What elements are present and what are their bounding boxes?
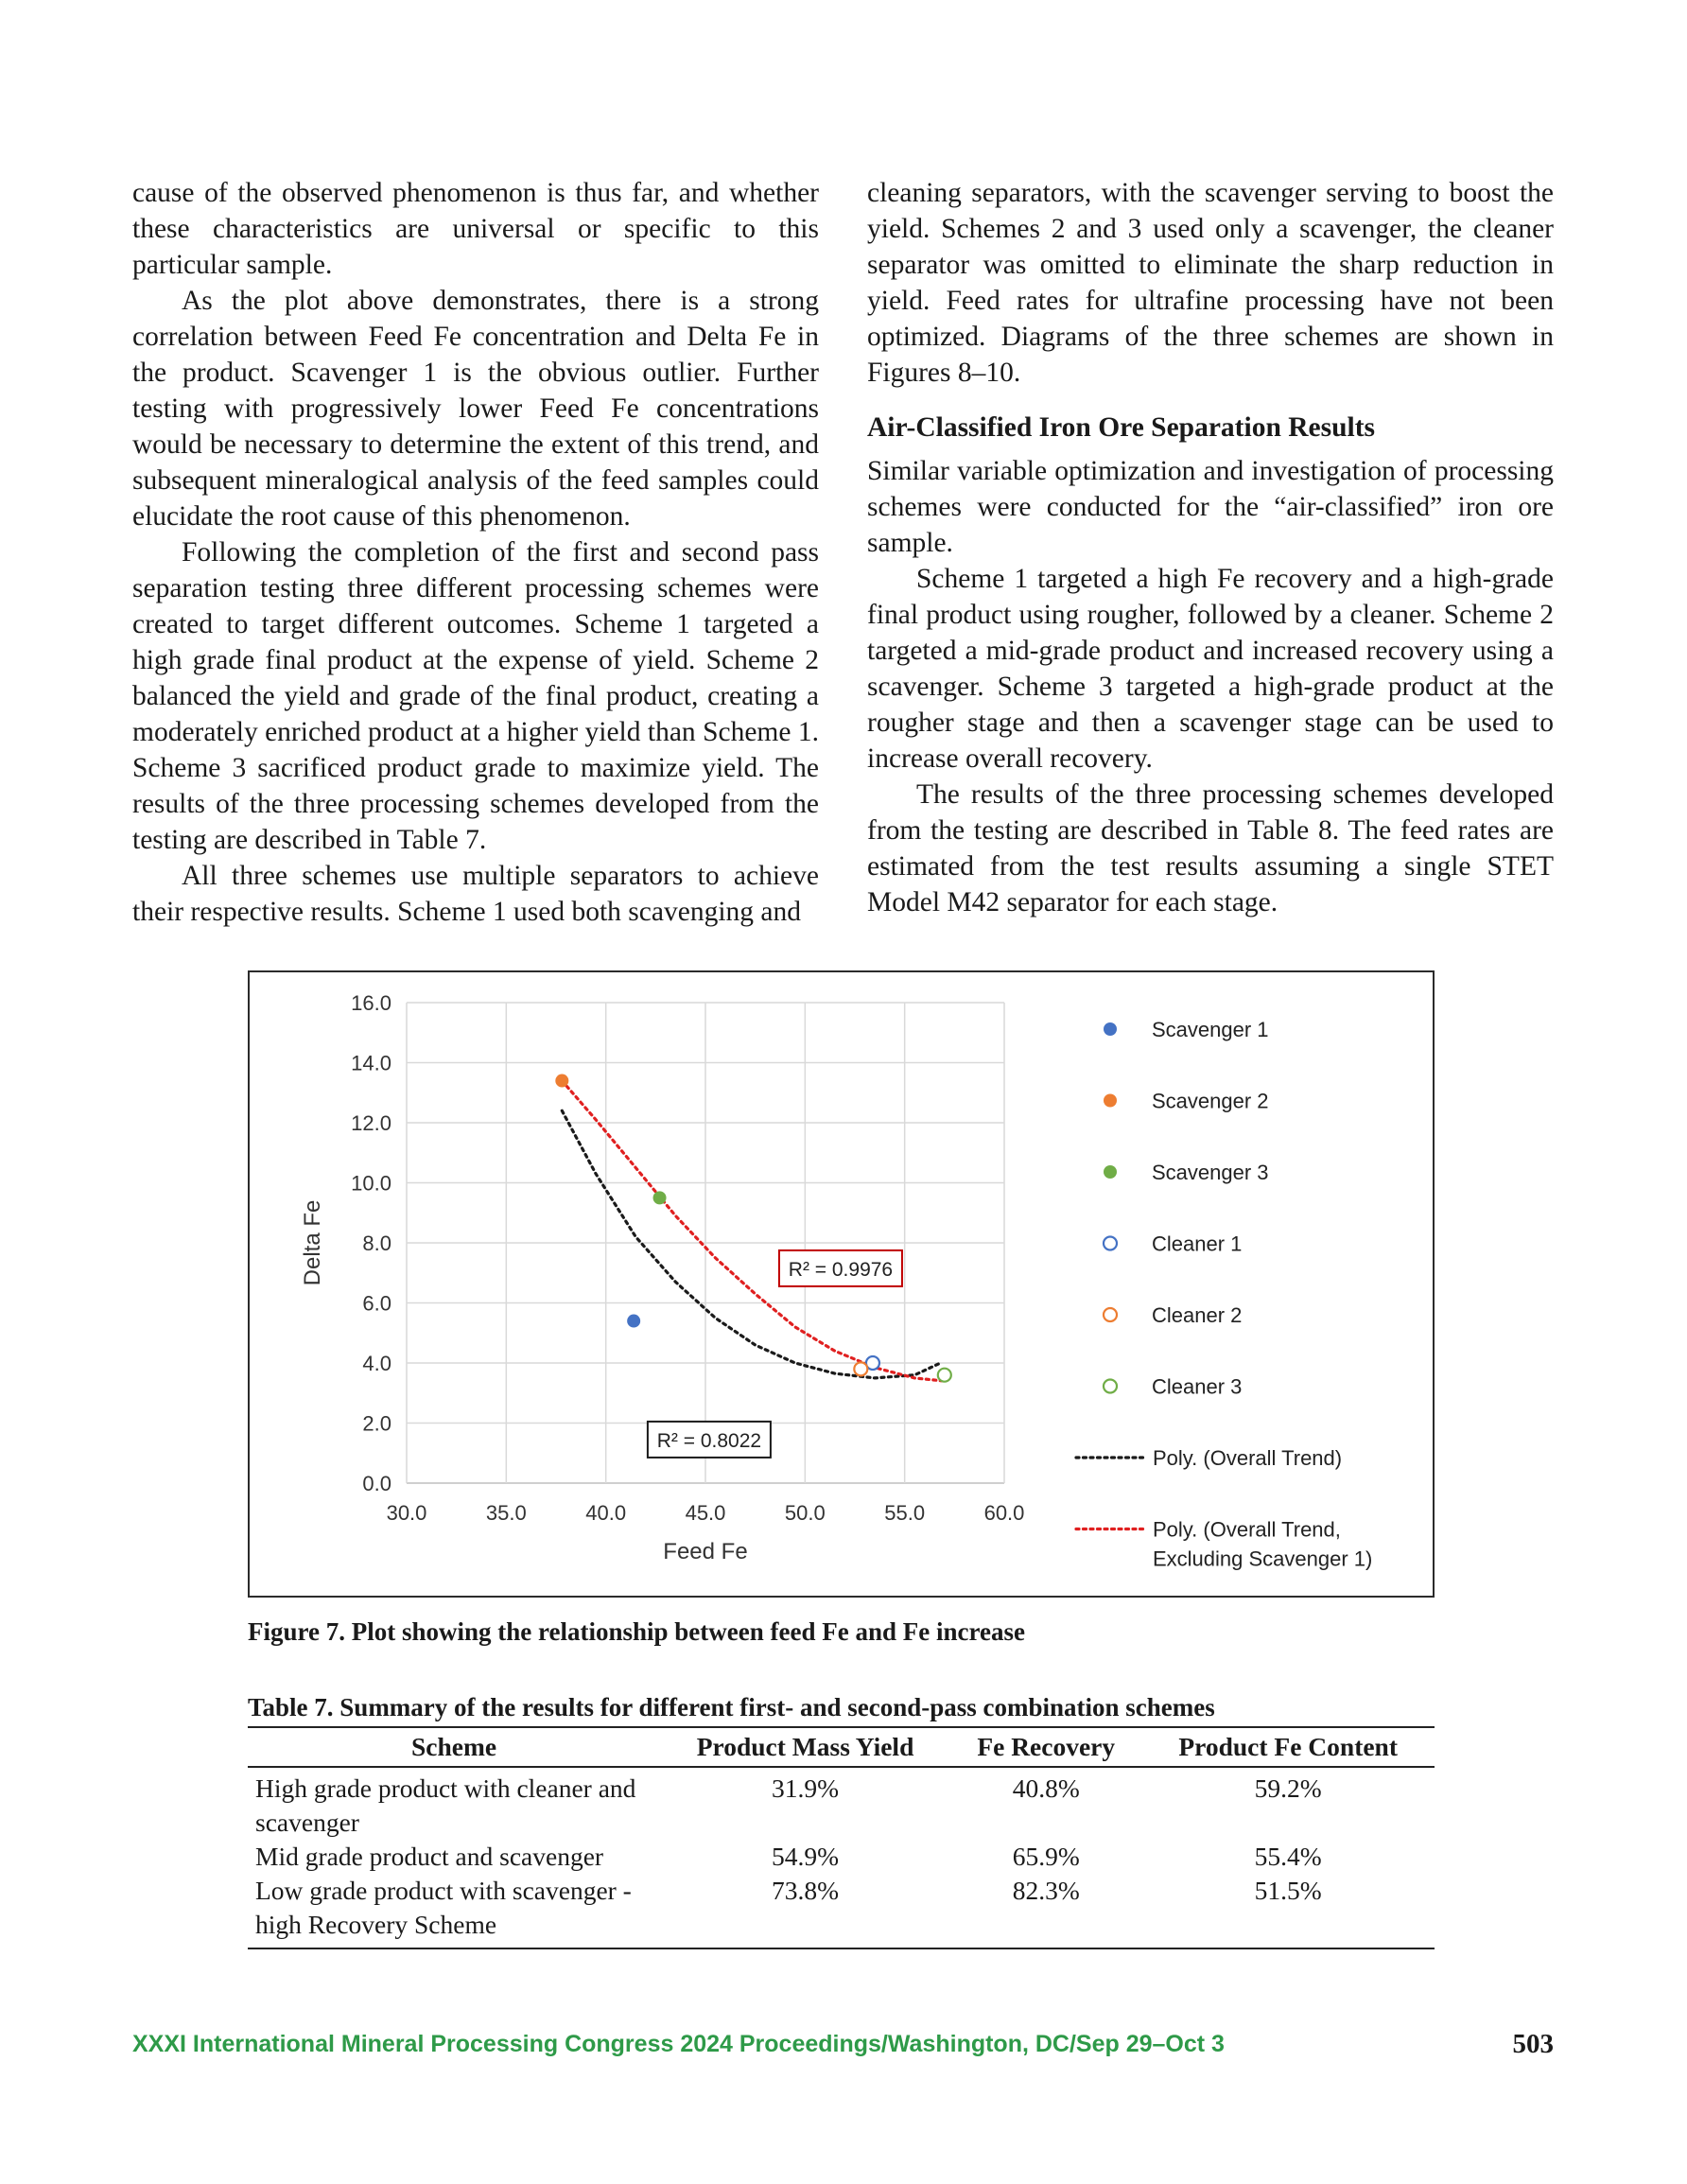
data-point-cleaner-2 — [854, 1362, 867, 1375]
column-header: Scheme — [248, 1727, 660, 1767]
data-point-scavenger-2 — [555, 1075, 568, 1088]
scatter-plot — [250, 972, 1433, 1596]
table-cell: 55.4% — [1254, 1842, 1322, 1871]
paragraph: cause of the observed phenomenon is thus far, and whether these characteristics are universal or specific to this particular sample. — [132, 178, 819, 280]
table-cell: 54.9% — [772, 1842, 840, 1871]
y-tick-label: 10.0 — [351, 1171, 391, 1196]
paragraph: All three schemes use multiple separators to achieve their respective results. Scheme 1 used both scavenging and — [132, 861, 819, 927]
x-tick-label: 30.0 — [386, 1501, 427, 1525]
legend-label: Cleaner 1 — [1152, 1232, 1243, 1256]
legend-marker — [1104, 1308, 1117, 1321]
x-tick-label: 40.0 — [585, 1501, 627, 1525]
x-tick-label: 55.0 — [884, 1501, 926, 1525]
data-point-scavenger-3 — [653, 1191, 667, 1204]
column-header: Product Fe Content — [1141, 1727, 1435, 1767]
paragraph: Following the completion of the first and second pass separation testing three different processing schemes were created to target different outcomes. Scheme 1 targeted a high grade final product at the expense of yield. Scheme 2 balanced the yield and grade of the final product, creating a moderately enriched product at a higher yield than Scheme 1. Scheme 3 sacrificed product grade to maximize yield. The results of the three processing schemes developed from the testing are described in Table 7. — [132, 537, 819, 855]
table-cell: 65.9% — [1012, 1842, 1080, 1871]
x-tick-label: 60.0 — [983, 1501, 1025, 1525]
legend-label: Scavenger 3 — [1152, 1161, 1269, 1184]
figure-caption: Figure 7. Plot showing the relationship between feed Fe and Fe increase — [248, 1617, 1025, 1646]
table-header-row — [248, 1727, 1435, 1767]
legend-marker — [1104, 1380, 1117, 1393]
legend-label: Scavenger 2 — [1152, 1089, 1269, 1113]
y-tick-label: 14.0 — [351, 1051, 391, 1075]
table-cell: 59.2% — [1254, 1773, 1322, 1803]
paragraph: The results of the three processing schemes developed from the testing are described in Table 8. The feed rates are estimated from the test results assuming a single STET Model M42 separator for each stage. — [867, 779, 1554, 917]
table-cell: 51.5% — [1141, 1874, 1435, 1948]
table-row — [248, 1840, 1435, 1874]
legend-label: Poly. (Overall Trend, Excluding Scavenger 1) — [1153, 1517, 1373, 1571]
r-squared-label-black: R² = 0.8022 — [656, 1429, 762, 1452]
column-header: Fe Recovery — [950, 1727, 1141, 1767]
page-number: 503 — [1512, 2029, 1554, 2059]
legend-marker — [1104, 1165, 1117, 1179]
table-caption: Table 7. Summary of the results for different first- and second-pass combination schemes — [248, 1693, 1215, 1721]
table-cell: 73.8% — [660, 1874, 950, 1948]
legend-marker — [1104, 1022, 1117, 1036]
legend-marker — [1104, 1237, 1117, 1250]
y-axis-label: Delta Fe — [300, 1199, 325, 1286]
y-tick-label: 12.0 — [351, 1111, 391, 1135]
r-squared-label-red: R² = 0.9976 — [788, 1258, 894, 1281]
y-tick-label: 0.0 — [362, 1472, 391, 1495]
y-tick-label: 2.0 — [362, 1411, 391, 1436]
left-text-column — [132, 175, 819, 930]
table-cell: Mid grade product and scavenger — [255, 1842, 604, 1871]
paragraph: As the plot above demonstrates, there is a strong correlation between Feed Fe concentration and Delta Fe in the product. Scavenger 1 is the obvious outlier. Further testing with progressively lower Feed Fe concentrations would be necessary to determine the extent of this trend, and subsequent mineralogical analysis of the feed samples could elucidate the root cause of this phenomenon. — [132, 286, 819, 532]
y-tick-label: 6.0 — [362, 1291, 391, 1316]
column-header: Product Mass Yield — [660, 1727, 950, 1767]
data-point-scavenger-1 — [627, 1315, 640, 1328]
legend-marker — [1104, 1094, 1117, 1108]
footer-conference: XXXI International Mineral Processing Congress 2024 Proceedings/Washington, DC/Sep 29–Oct 3 — [132, 2031, 1225, 2057]
legend-label: Poly. (Overall Trend) — [1153, 1446, 1343, 1470]
paragraph: Scheme 1 targeted a high Fe recovery and a high-grade final product using rougher, followed by a cleaner. Scheme 2 targeted a mid-grade product and increased recovery using a scavenger. Scheme 3 targeted a high-grade product at the rougher stage and then a scavenger stage can be used to increase overall recovery. — [867, 564, 1554, 774]
x-tick-label: 50.0 — [784, 1501, 826, 1525]
figure-7-chart — [248, 970, 1435, 1598]
table-row — [248, 1874, 1435, 1948]
legend-label: Cleaner 3 — [1152, 1374, 1243, 1399]
trendline-overall — [562, 1110, 940, 1378]
y-tick-label: 16.0 — [351, 991, 391, 1015]
table-cell: 40.8% — [1012, 1773, 1080, 1803]
x-tick-label: 45.0 — [685, 1501, 726, 1525]
table-row — [248, 1767, 1435, 1840]
results-table — [248, 1726, 1435, 1949]
table-cell: Low grade product with scavenger - high Recovery Scheme — [248, 1874, 660, 1948]
legend-label: Scavenger 1 — [1152, 1018, 1269, 1041]
table-cell: 82.3% — [950, 1874, 1141, 1948]
section-heading: Air-Classified Iron Ore Separation Results — [867, 412, 1376, 443]
paragraph: Similar variable optimization and investigation of processing schemes were conducted for the “air-classified” iron ore sample. — [867, 456, 1554, 558]
y-tick-label: 8.0 — [362, 1232, 391, 1255]
x-tick-label: 35.0 — [485, 1501, 527, 1525]
table-cell: High grade product with cleaner and scavenger — [255, 1773, 636, 1837]
x-axis-label: Feed Fe — [663, 1539, 748, 1564]
data-point-cleaner-3 — [938, 1369, 951, 1382]
trendline-excluding-scavenger-1 — [562, 1081, 945, 1382]
table-cell: 31.9% — [772, 1773, 840, 1803]
y-tick-label: 4.0 — [362, 1352, 391, 1375]
right-text-column — [867, 175, 1554, 920]
paragraph: cleaning separators, with the scavenger serving to boost the yield. Schemes 2 and 3 used only a scavenger, the cleaner separator was omitted to eliminate the sharp reduction in yield. Feed rates for ultrafine processing have not been optimized. Diagrams of the three schemes are shown in Figures 8–10. — [867, 178, 1554, 388]
legend-label: Cleaner 2 — [1152, 1303, 1243, 1327]
